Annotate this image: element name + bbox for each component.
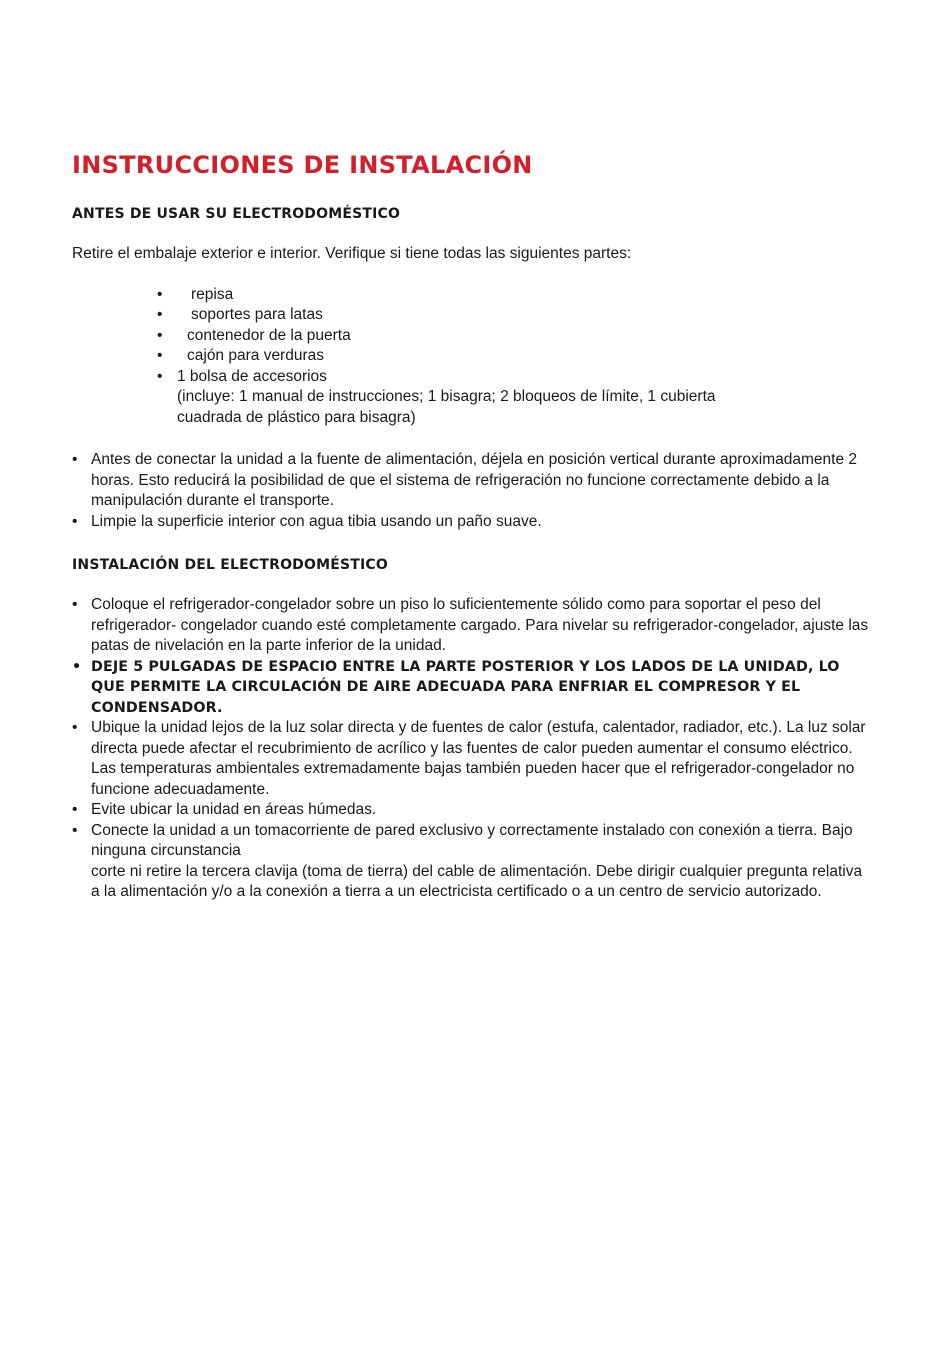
list-item	[72, 800, 872, 821]
list-item	[72, 821, 872, 903]
part-label: repisa	[191, 285, 234, 303]
list-item	[72, 512, 872, 533]
bullet-text-line-1: Conecte la unidad a un tomacorriente de pared exclusivo y correctamente instalado con conexión a tierra. Bajo ninguna circunstancia	[91, 821, 853, 859]
list-item	[157, 367, 872, 429]
bullet-text: Ubique la unidad lejos de la luz solar directa y de fuentes de calor (estufa, calentador, radiador, etc.). La luz solar directa puede afectar el recubrimiento de acrílico y las fuentes de calor pueden aumentar el consumo eléctrico. Las temperaturas ambientales extremadamente bajas también pueden hacer que el refrigerador-congelador no funcione adecuadamente.	[91, 719, 866, 798]
bullet-text: Limpie la superficie interior con agua tibia usando un paño suave.	[91, 512, 542, 530]
bullet-icon: •	[157, 306, 163, 323]
part-label: 1 bolsa de accesorios	[177, 367, 327, 385]
part-label: cajón para verduras	[187, 347, 324, 364]
bullet-text: Evite ubicar la unidad en áreas húmedas.	[91, 801, 377, 818]
bullet-icon: •	[72, 719, 78, 736]
bullet-text-line-2: corte ni retire la tercera clavija (toma de tierra) del cable de alimentación. Debe dirigir cualquier pregunta relativa a la alimentación y/o a la conexión a tierra a un electricista certificado o a un centro de servicio autorizado.	[91, 862, 863, 900]
bullet-icon: •	[72, 596, 78, 613]
page-title: INSTRUCCIONES DE INSTALACIÓN	[72, 151, 533, 179]
section-heading-installation: INSTALACIÓN DEL ELECTRODOMÉSTICO	[72, 557, 389, 573]
parts-note-line-1: (incluye: 1 manual de instrucciones; 1 bisagra; 2 bloqueos de límite, 1 cubierta	[177, 388, 716, 405]
list-item	[157, 305, 872, 326]
list-item	[72, 450, 872, 512]
bullet-icon: •	[72, 512, 78, 530]
bullet-text: Antes de conectar la unidad a la fuente de alimentación, déjela en posición vertical durante aproximadamente 2 horas. Esto reducirá la posibilidad de que el sistema de refrigeración no funcione correctamente debido a la manipulación durante el transporte.	[91, 451, 858, 509]
bullet-icon: •	[157, 347, 163, 364]
list-item	[72, 595, 872, 657]
bullet-icon: •	[157, 326, 163, 344]
list-item	[157, 346, 872, 367]
parts-list	[72, 285, 872, 429]
list-item-warning	[72, 657, 872, 719]
document-page	[72, 148, 872, 903]
section-heading-before-use: ANTES DE USAR SU ELECTRODOMÉSTICO	[72, 206, 401, 222]
before-use-bullets	[72, 450, 872, 532]
bullet-icon: •	[157, 285, 163, 303]
bullet-text: DEJE 5 PULGADAS DE ESPACIO ENTRE LA PARTE POSTERIOR Y LOS LADOS DE LA UNIDAD, LO QUE PERMITE LA CIRCULACIÓN DE AIRE ADECUADA PARA ENFRIAR EL COMPRESOR Y EL CONDENSADOR.	[91, 658, 840, 716]
part-label: soportes para latas	[191, 306, 323, 323]
list-item	[157, 285, 872, 306]
bullet-icon: •	[72, 821, 78, 839]
bullet-icon: •	[157, 367, 163, 385]
parts-note-line-2: cuadrada de plástico para bisagra)	[177, 408, 416, 426]
bullet-icon: •	[72, 801, 78, 818]
installation-bullets	[72, 595, 872, 903]
bullet-icon: •	[72, 658, 82, 675]
list-item	[157, 326, 872, 347]
bullet-text: Coloque el refrigerador-congelador sobre un piso lo suficientemente sólido como para soportar el peso del refrigerador- congelador cuando esté completamente cargado. Para nivelar su refrigerador-congelador, ajuste las patas de nivelación en la parte inferior de la unidad.	[91, 596, 869, 654]
intro-paragraph: Retire el embalaje exterior e interior. Verifique si tiene todas las siguientes partes:	[72, 245, 632, 262]
list-item	[72, 718, 872, 800]
part-label: contenedor de la puerta	[187, 326, 351, 344]
bullet-icon: •	[72, 451, 78, 468]
